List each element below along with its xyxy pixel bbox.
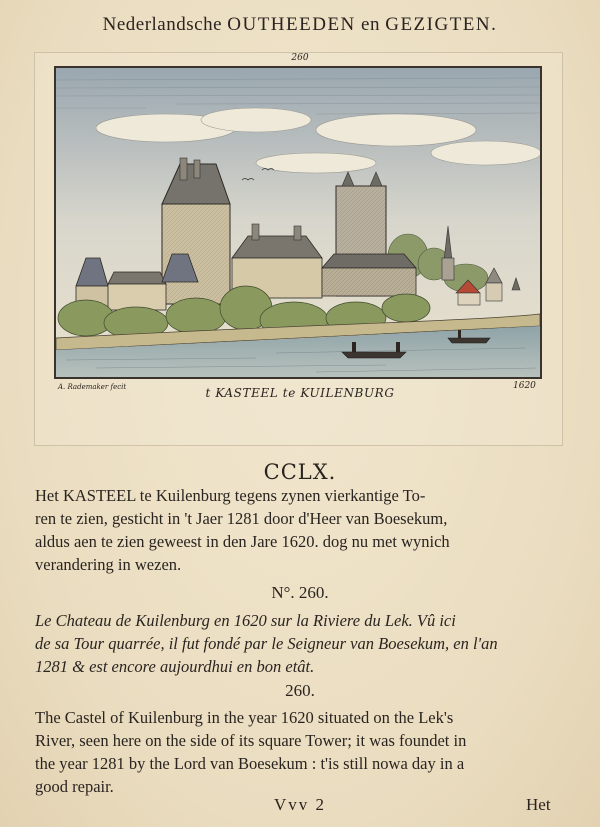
dutch-line: Het KASTEEL te Kuilenburg tegens zynen vierkantige To- [35, 486, 426, 505]
engraving-illustration [56, 68, 540, 377]
french-line: Le Chateau de Kuilenburg en 1620 sur la Riviere du Lek. Vû ici [35, 611, 456, 630]
catchword: Het [526, 795, 551, 814]
section-numeral: CCLX. [263, 460, 337, 484]
french-line: de sa Tour quarrée, il fut fondé par le Seigneur van Boesekum, en l'an [35, 634, 498, 653]
english-paragraph [35, 706, 570, 798]
running-head-word-4: GEZIGTEN. [385, 14, 498, 35]
running-head-word-2: OUTHEEDEN [227, 14, 356, 35]
english-line: River, seen here on the side of its square Tower; it was foundet in [35, 731, 467, 750]
plate-caption: t KASTEEL te KUILENBURG [205, 386, 395, 400]
running-head-word-1: Nederlandsche [102, 14, 222, 35]
running-head [0, 14, 600, 36]
english-heading: 260. [285, 681, 315, 700]
french-heading: N°. 260. [271, 583, 329, 602]
plate-number: 260 [291, 53, 309, 63]
gathering-signature: Vvv 2 [273, 795, 327, 814]
running-head-word-3: en [361, 14, 380, 35]
engraving-castle-view [54, 66, 542, 379]
dutch-paragraph [35, 484, 570, 576]
plate-year: 1620 [513, 381, 536, 391]
dutch-line: aldus aen te zien geweest in den Jare 1620. dog nu met wynich [35, 532, 450, 551]
dutch-line: verandering in wezen. [35, 555, 182, 574]
french-line: 1281 & est encore aujourdhui en bon etât. [35, 657, 315, 676]
engraver-signature: A. Rademaker fecit [58, 383, 127, 391]
english-line: The Castel of Kuilenburg in the year 1620 situated on the Lek's [35, 708, 454, 727]
dutch-line: ren te zien, gesticht in 't Jaer 1281 door d'Heer van Boesekum, [35, 509, 448, 528]
english-line: the year 1281 by the Lord van Boesekum : t'is still nowa day in a [35, 754, 465, 773]
french-paragraph [35, 609, 570, 678]
english-line: good repair. [35, 777, 114, 796]
